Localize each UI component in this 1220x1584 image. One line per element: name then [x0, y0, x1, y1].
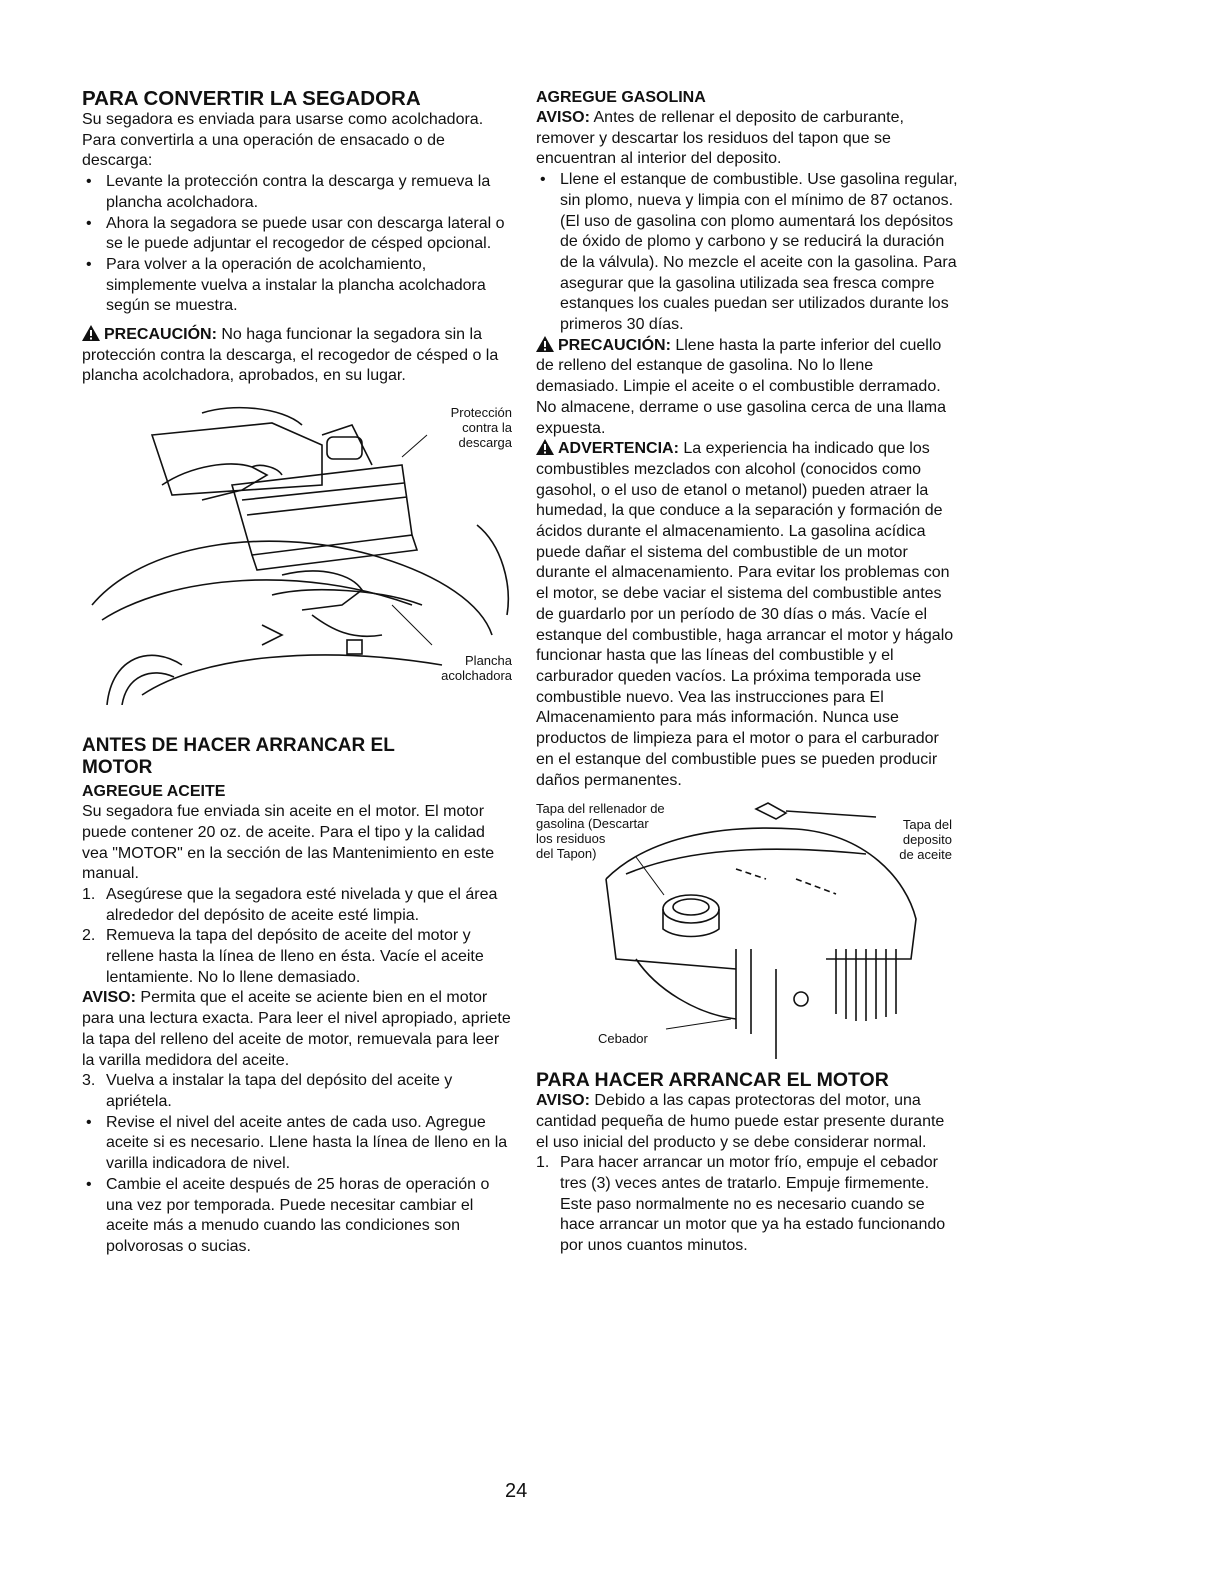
list-item: 2. Remueva la tapa del depósito de aceite del motor y rellene hasta la línea de lleno en ésta. Vacíe el aceite lentamiente. No lo llene demasiado. — [82, 927, 484, 986]
section-title-start-engine: PARA HACER ARRANCAR EL MOTOR — [536, 1069, 889, 1092]
page-number: 24 — [505, 1480, 528, 1502]
list-item: 1. Para hacer arrancar un motor frío, empuje el cebador tres (3) veces antes de tratarlo. Empuje firmemente. Este paso normalmente no es necesario cuando se hace arrancar un motor que ya ha estado funcionando por unos cuantos minutos. — [536, 1154, 946, 1255]
figure-label-discharge-guard: Protección contra la descarga — [450, 405, 512, 451]
add-oil-step3 — [82, 1071, 512, 1112]
add-oil-bullets — [82, 1113, 512, 1258]
engine-fill-figure — [536, 799, 960, 1061]
convert-caution: PRECAUCIÓN: No haga funcionar la segadora sin la protección contra la descarga, el recogedor de césped o la plancha acolchadora, aprobados, en su lugar. — [82, 326, 499, 385]
left-column — [82, 88, 512, 1258]
start-engine-notice: AVISO: Debido a las capas protectoras del motor, una cantidad pequeña de humo puede estar presente durante el uso inicial del producto y se debe considerar normal. — [536, 1092, 945, 1151]
figure-label-gas-cap: Tapa del rellenador de gasolina (Descartar los residuos del Tapon) — [536, 801, 665, 862]
gasoline-bullets — [536, 170, 960, 336]
add-oil-intro: Su segadora fue enviada sin aceite en el motor. El motor puede contener 20 oz. de aceite. Para el tipo y la calidad vea "MOTOR" en la sección de las Mantenimiento en este manual. — [82, 803, 495, 883]
warning-triangle-icon — [82, 325, 100, 341]
convert-intro: Su segadora es enviada para usarse como acolchadora. Para convertirla a una operación de ensacado o de descarga: — [82, 111, 484, 170]
list-item: • Levante la protección contra la descarga y remueva la plancha acolchadora. — [86, 173, 491, 211]
convert-bullets — [82, 172, 512, 317]
add-oil-notice: AVISO: Permita que el aceite se aciente bien en el motor para una lectura exacta. Para leer el nivel apropiado, apriete la tapa del relleno del aceite de motor, remuevala para leer la varilla medidora del aceite. — [82, 989, 511, 1069]
mulching-plate-figure — [82, 405, 512, 705]
gasoline-warning: ADVERTENCIA: La experiencia ha indicado que los combustibles mezclados con alcohol (conocidos como gasohol, o el uso de etanol o metanol) pueden atraer la humedad, la que conduce a la separación y formación de ácidos durante el almacenamiento. La gasolina acídica puede dañar el sistema del combustible de un motor durante el almacenamiento. Para evitar los problemas con el motor, se debe vaciar el sistema del combustible antes de guardarlo por un período de 30 días o más. Vacíe el estanque del combustible, haga arrancar el motor y hágalo funcionar hasta que las líneas del combustible y el carburador queden vacíos. La próxima temporada use combustible nuevo. Vea las instrucciones para El Almacenamiento para más información. Nunca use productos de limpieza para el motor o para el carburador en el estanque del combustible pues se pueden producir daños permanentes. — [536, 440, 954, 789]
start-engine-steps — [536, 1153, 960, 1257]
gasoline-caution: PRECAUCIÓN: Llene hasta la parte inferior del cuello de relleno del estanque de gasolina. No lo llene demasiado. Limpie el aceite o el combustible derramado. No almacene, derrame o use gasolina cerca de una llama expuesta. — [536, 336, 947, 437]
figure-label-mulching-plate: Plancha acolchadora — [441, 653, 512, 684]
right-column — [536, 88, 960, 1257]
list-item: 3. Vuelva a instalar la tapa del depósito del aceite y apriétela. — [82, 1072, 453, 1110]
list-item: • Ahora la segadora se puede usar con descarga lateral o se le puede adjuntar el recogedor de césped opcional. — [86, 214, 505, 253]
section-title-add-gasoline: AGREGUE GASOLINA — [536, 89, 706, 106]
list-item: • Cambie el aceite después de 25 horas de operación o una vez por temporada. Puede necesitar cambiar el aceite más a menudo cuando las condiciones son polvorosas o sucias. — [86, 1175, 490, 1255]
list-item: 1. Asegúrese que la segadora esté nivelada y que el área alrededor del depósito de aceite esté limpia. — [82, 885, 498, 924]
list-item: • Para volver a la operación de acolchamiento, simplemente vuelva a instalar la plancha acolchadora según se muestra. — [86, 255, 486, 315]
warning-triangle-icon — [536, 439, 554, 455]
subtitle-add-oil: AGREGUE ACEITE — [82, 783, 226, 801]
figure-label-oil-cap: Tapa del deposito de aceite — [899, 817, 952, 863]
list-item: • Llene el estanque de combustible. Use gasolina regular, sin plomo, nueva y limpia con el mínimo de 87 octanos. (El uso de gasolina con plomo aumentará los depósitos de óxido de plomo y carbono y se reducirá la duración de la válvula). No mezcle el aceite con la gasolina. Para asegurar que la gasolina utilizada sea fresca compre estanques los cuales puedan ser utilizados durante los primeros 30 días. — [540, 171, 958, 334]
list-item: • Revise el nivel del aceite antes de cada uso. Agregue aceite si es necesario. Llene hasta la línea de lleno en la varilla indicadora de nivel. — [86, 1113, 508, 1173]
warning-triangle-icon — [536, 336, 554, 352]
gasoline-notice: AVISO: Antes de rellenar el deposito de carburante, remover y descartar los residuos del tapon que se encuentran al interior del deposito. — [536, 109, 904, 168]
section-title-before-start: ANTES DE HACER ARRANCAR EL MOTOR — [82, 735, 395, 779]
section-title-convert: PARA CONVERTIR LA SEGADORA — [82, 87, 421, 110]
add-oil-steps — [82, 885, 512, 989]
figure-label-primer: Cebador — [598, 1031, 648, 1047]
